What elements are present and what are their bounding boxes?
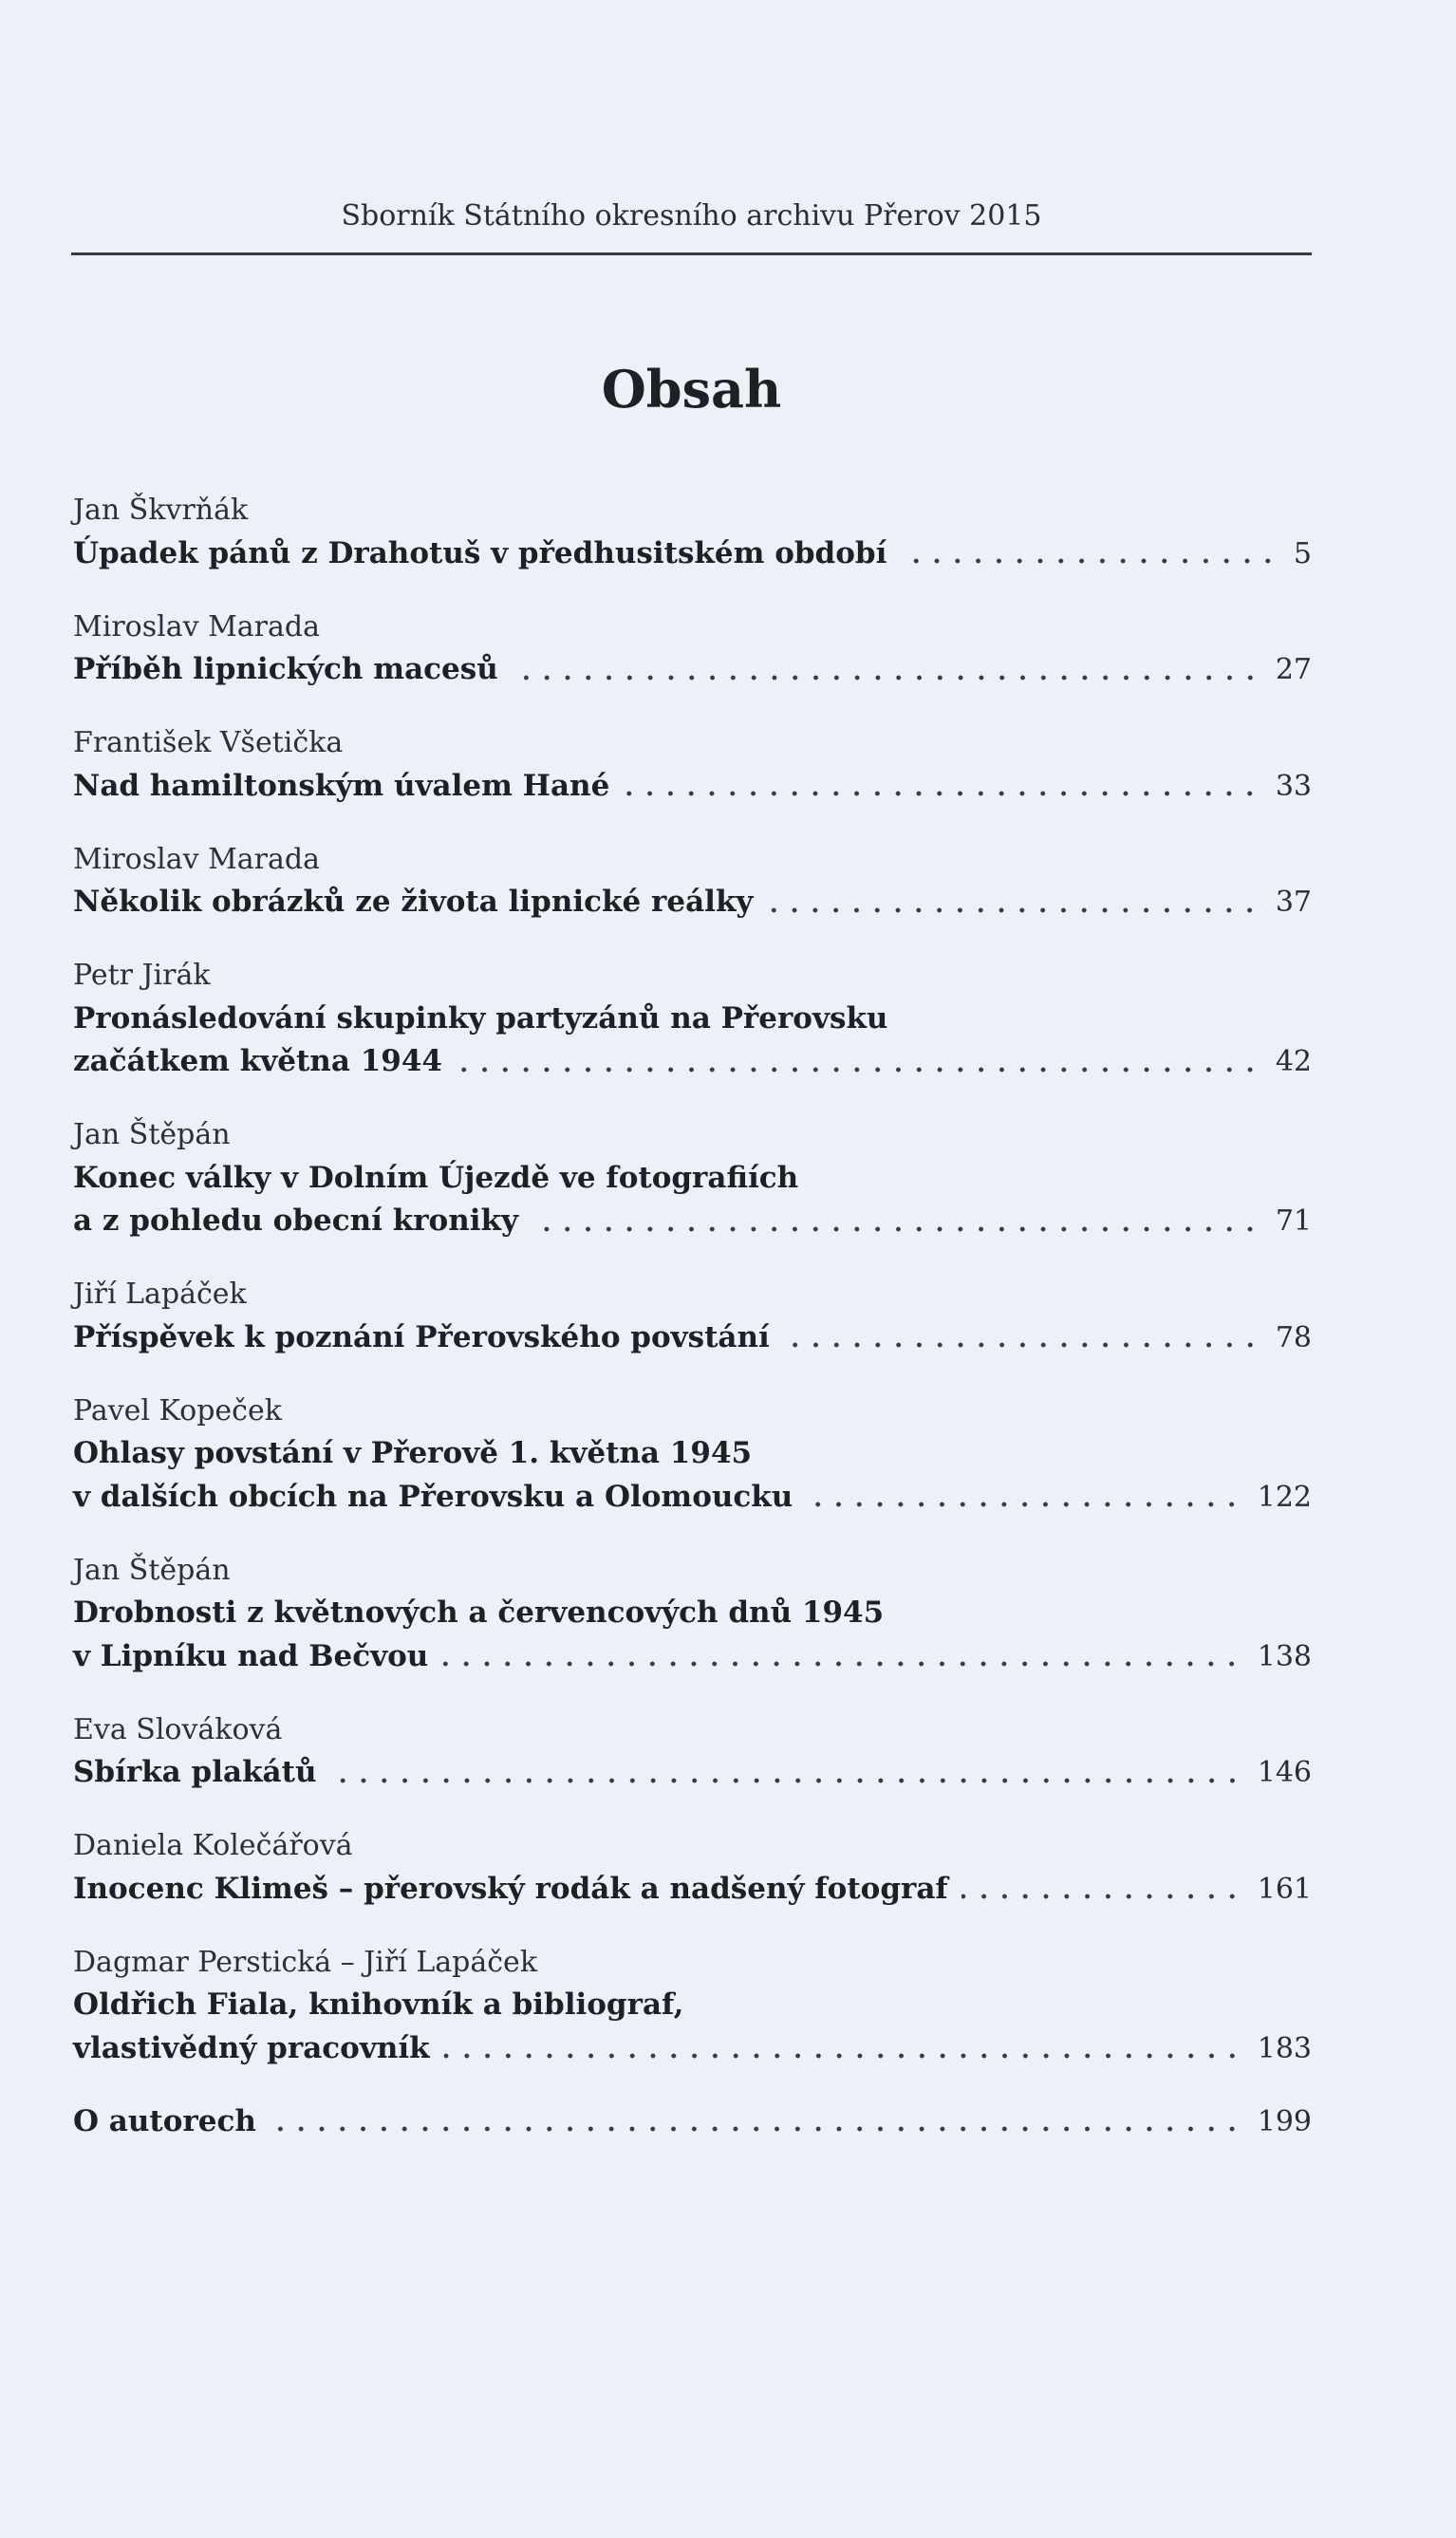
toc-entry[interactable] bbox=[73, 1824, 1312, 1911]
toc-author: Jan Štěpán bbox=[73, 1118, 231, 1151]
dot-leader bbox=[532, 1226, 1268, 1232]
toc-title-line[interactable]: v dalších obcích na Přerovsku a Olomoucku bbox=[73, 1479, 793, 1514]
header-rule bbox=[71, 252, 1312, 255]
toc-page-number[interactable]: 33 bbox=[1275, 769, 1312, 803]
toc-entry[interactable] bbox=[73, 1390, 1312, 1520]
toc-title-line[interactable]: Pronásledování skupinky partyzánů na Přerovsku bbox=[73, 1000, 888, 1036]
toc-entry[interactable] bbox=[73, 489, 1312, 575]
toc-title-row[interactable] bbox=[73, 1868, 1312, 1912]
toc-title-row[interactable] bbox=[73, 1751, 1312, 1795]
toc-entry[interactable] bbox=[73, 1113, 1312, 1243]
dot-leader bbox=[270, 2126, 1250, 2132]
toc-title-line[interactable]: Příběh lipnických macesů bbox=[73, 652, 498, 686]
toc-title-line[interactable]: Nad hamiltonským úvalem Hané bbox=[73, 768, 610, 803]
toc-author: Miroslav Marada bbox=[73, 609, 320, 644]
toc-author: Dagmar Perstická – Jiří Lapáček bbox=[73, 1945, 537, 1979]
dot-leader bbox=[456, 1067, 1268, 1073]
toc-page-number[interactable]: 161 bbox=[1257, 1872, 1312, 1906]
toc-title-line[interactable]: Příspěvek k poznání Přerovského povstání bbox=[73, 1319, 770, 1354]
running-title: Sborník Státního okresního archivu Přerov 2015 bbox=[341, 199, 1042, 233]
toc-page-number[interactable]: 5 bbox=[1293, 536, 1312, 570]
dot-leader bbox=[961, 1894, 1250, 1899]
toc-author: František Všetička bbox=[73, 726, 344, 759]
toc-entry[interactable] bbox=[73, 838, 1312, 924]
toc-title-line[interactable]: Ohlasy povstání v Přerově 1. května 1945 bbox=[73, 1436, 753, 1470]
toc-title-row[interactable] bbox=[73, 532, 1312, 576]
toc-author: Pavel Kopeček bbox=[73, 1393, 282, 1428]
toc-title-row[interactable] bbox=[73, 648, 1312, 692]
toc-title-row[interactable] bbox=[73, 1316, 1312, 1360]
dot-leader bbox=[512, 675, 1268, 681]
toc-title-row[interactable] bbox=[73, 1040, 1312, 1084]
toc-author: Jan Škvrňák bbox=[73, 494, 249, 527]
dot-leader bbox=[441, 1661, 1249, 1667]
toc-title-line[interactable]: v Lipníku nad Bečvou bbox=[73, 1638, 429, 1673]
toc-page-number[interactable]: 37 bbox=[1275, 886, 1312, 919]
toc-page-number[interactable]: 27 bbox=[1275, 653, 1312, 686]
dot-leader bbox=[443, 2053, 1250, 2059]
toc-title-line[interactable]: Konec války v Dolním Újezdě ve fotografiích bbox=[73, 1160, 799, 1195]
dot-leader bbox=[783, 1342, 1268, 1348]
toc-title-line[interactable]: Několik obrázků ze života lipnické reálky bbox=[73, 885, 754, 919]
toc-page-number[interactable]: 42 bbox=[1275, 1045, 1312, 1078]
toc-page-number[interactable]: 122 bbox=[1257, 1480, 1312, 1514]
toc-author: Eva Slováková bbox=[73, 1712, 283, 1746]
toc-author: Petr Jirák bbox=[73, 959, 211, 992]
toc-author: Miroslav Marada bbox=[73, 842, 320, 876]
toc-entry[interactable] bbox=[73, 721, 1312, 808]
table-of-contents bbox=[73, 489, 1312, 2143]
toc-title-row[interactable] bbox=[73, 2027, 1312, 2071]
toc-title-line[interactable]: vlastivědný pracovník bbox=[73, 2030, 430, 2065]
toc-title-row[interactable] bbox=[73, 2100, 1312, 2144]
toc-title-line[interactable]: Oldřich Fiala, knihovník a bibliograf, bbox=[73, 1987, 684, 2022]
toc-page-number[interactable]: 138 bbox=[1257, 1639, 1312, 1673]
dot-leader bbox=[766, 907, 1267, 913]
toc-title-row[interactable] bbox=[73, 1635, 1312, 1679]
toc-entry[interactable] bbox=[73, 1273, 1312, 1359]
toc-author: Daniela Kolečářová bbox=[73, 1829, 353, 1862]
toc-page-number[interactable]: 199 bbox=[1257, 2104, 1312, 2138]
toc-title-line[interactable]: Sbírka plakátů bbox=[73, 1755, 317, 1789]
dot-leader bbox=[900, 558, 1286, 564]
toc-title-line[interactable]: Drobnosti z květnových a červencových dnů 1945 bbox=[73, 1596, 885, 1630]
toc-author: Jan Štěpán bbox=[73, 1553, 231, 1587]
dot-leader bbox=[330, 1778, 1250, 1783]
toc-title-row[interactable] bbox=[73, 1476, 1312, 1520]
toc-title-line[interactable]: začátkem května 1944 bbox=[73, 1044, 442, 1078]
toc-author: Jiří Lapáček bbox=[73, 1278, 247, 1311]
toc-entry[interactable] bbox=[73, 606, 1312, 692]
toc-title-row[interactable] bbox=[73, 881, 1312, 924]
toc-title-line[interactable]: Úpadek pánů z Drahotuš v předhusitském období bbox=[73, 535, 887, 570]
toc-entry[interactable] bbox=[73, 1549, 1312, 1679]
toc-page-number[interactable]: 146 bbox=[1257, 1756, 1312, 1789]
toc-page-number[interactable]: 183 bbox=[1257, 2031, 1312, 2065]
toc-title-row[interactable] bbox=[73, 765, 1312, 809]
page-title: Obsah bbox=[601, 359, 782, 420]
toc-title-row[interactable] bbox=[73, 1200, 1312, 1243]
dot-leader bbox=[806, 1502, 1249, 1507]
toc-entry[interactable] bbox=[73, 1708, 1312, 1795]
toc-page-number[interactable]: 71 bbox=[1275, 1204, 1312, 1238]
toc-entry[interactable] bbox=[73, 1941, 1312, 2071]
toc-entry[interactable] bbox=[73, 2100, 1312, 2144]
dot-leader bbox=[623, 791, 1268, 796]
toc-page-number[interactable]: 78 bbox=[1275, 1320, 1312, 1354]
toc-entry[interactable] bbox=[73, 954, 1312, 1084]
toc-title-line[interactable]: O autorech bbox=[73, 2103, 256, 2138]
toc-title-line[interactable]: a z pohledu obecní kroniky bbox=[73, 1204, 519, 1238]
toc-title-line[interactable]: Inocenc Klimeš – přerovský rodák a nadšený fotograf bbox=[73, 1871, 948, 1906]
